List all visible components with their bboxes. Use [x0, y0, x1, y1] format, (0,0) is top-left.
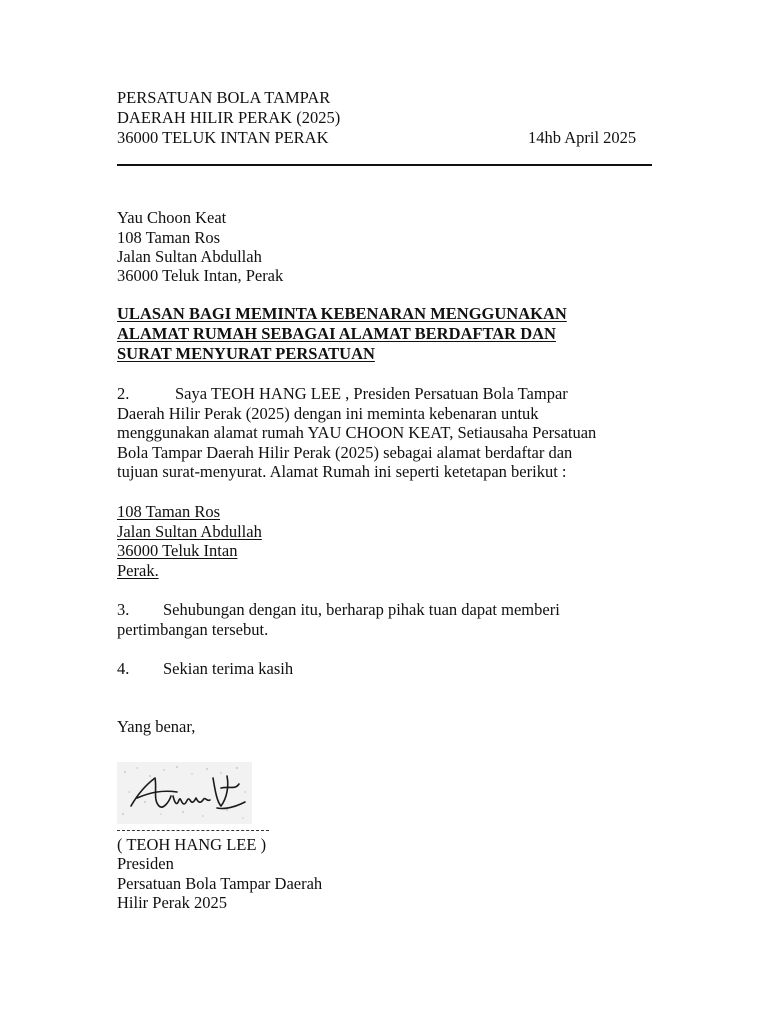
- recipient-address-line2: Jalan Sultan Abdullah: [117, 247, 262, 266]
- paragraph-2: [117, 384, 596, 482]
- address-block: [117, 502, 262, 580]
- recipient-address-line3: 36000 Teluk Intan, Perak: [117, 266, 284, 285]
- signer-org-line2: Hilir Perak 2025: [117, 893, 227, 912]
- paragraph-3: [117, 600, 560, 639]
- paragraph-2-line4: Bola Tampar Daerah Hilir Perak (2025) sebagai alamat berdaftar dan: [117, 442, 573, 462]
- address-block-line4: Perak.: [117, 560, 159, 580]
- paragraph-2-number: 2.: [117, 384, 130, 403]
- address-block-line3: 36000 Teluk Intan: [117, 541, 238, 560]
- letter-subject: [117, 304, 567, 364]
- address-block-line2: Jalan Sultan Abdullah: [117, 521, 262, 541]
- signer-title: Presiden: [117, 854, 174, 873]
- paragraph-2-line3: menggunakan alamat rumah YAU CHOON KEAT, Setiausaha Persatuan: [117, 423, 597, 442]
- paragraph-3-line2: pertimbangan tersebut.: [117, 619, 269, 639]
- paragraph-4: [117, 659, 293, 679]
- paragraph-2-line5: tujuan surat-menyurat. Alamat Rumah ini seperti ketetapan berikut :: [117, 462, 567, 481]
- paragraph-4-number: 4.: [117, 659, 130, 678]
- recipient-address-line1: 108 Taman Ros: [117, 228, 221, 247]
- address-block-line1: 108 Taman Ros: [117, 502, 221, 521]
- paragraph-4-line1: Sekian terima kasih: [163, 659, 294, 678]
- letter-date: 14hb April 2025: [528, 128, 637, 147]
- signature-line: [117, 830, 269, 831]
- recipient-name: Yau Choon Keat: [117, 208, 227, 227]
- header-divider: [117, 164, 652, 166]
- paragraph-2-line2: Daerah Hilir Perak (2025) dengan ini meminta kebenaran untuk: [117, 403, 539, 423]
- subject-line2: ALAMAT RUMAH SEBAGAI ALAMAT BERDAFTAR DAN: [117, 324, 556, 343]
- paragraph-3-line1: Sehubungan dengan itu, berharap pihak tuan dapat memberi: [163, 600, 560, 619]
- signer-org-line1: Persatuan Bola Tampar Daerah: [117, 874, 323, 893]
- org-name-line1: PERSATUAN BOLA TAMPAR: [117, 88, 331, 107]
- paragraph-3-number: 3.: [117, 600, 130, 619]
- org-name-line2: DAERAH HILIR PERAK (2025): [117, 108, 341, 127]
- closing-salutation: Yang benar,: [117, 717, 196, 736]
- org-address: 36000 TELUK INTAN PERAK: [117, 128, 329, 147]
- signature-image: [117, 762, 252, 824]
- subject-line1: ULASAN BAGI MEMINTA KEBENARAN MENGGUNAKAN: [117, 304, 567, 323]
- signer-name: ( TEOH HANG LEE ): [117, 835, 267, 854]
- paragraph-2-line1: Saya TEOH HANG LEE , Presiden Persatuan Bola Tampar: [175, 384, 568, 403]
- subject-line3: SURAT MENYURAT PERSATUAN: [117, 344, 375, 363]
